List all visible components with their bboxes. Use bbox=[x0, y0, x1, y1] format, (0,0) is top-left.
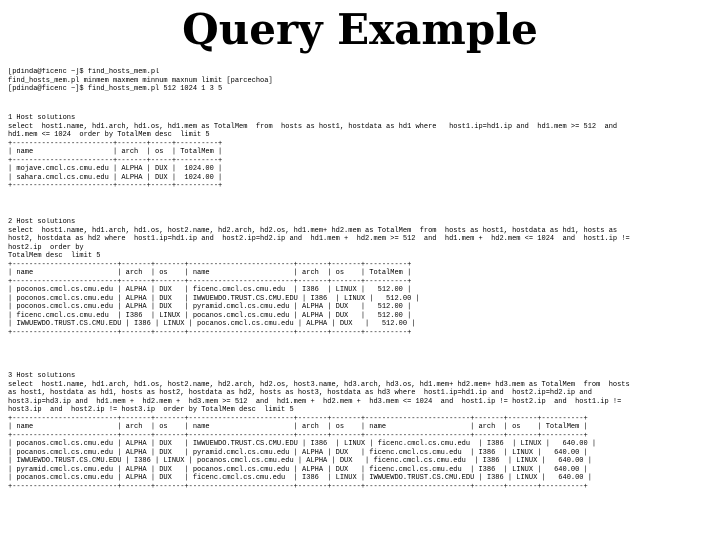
one-host-solution-block: 1 Host solutions select host1.name, hd1.arch, hd1.os, hd1.mem as TotalMem from hosts as host1, hostdata as hd1 where host1.ip=hd1.ip and hd1.mem >= 512 and hd1.mem <= 1024 order by TotalMem desc limit 5 +------------------------+-------+-----+----------+ | name | arch | os | TotalMem | +------------------------+-------+-----+----------+ | mojave.cmcl.cs.cmu.edu | ALPHA | DUX | 1024.00 | | sahara.cmcl.cs.cmu.edu | ALPHA | DUX | 1024.00 | +------------------------+-------+-----+----------+ bbox=[8, 114, 618, 190]
console-commands: [pdinda@ficenc ~]$ find_hosts_mem.pl find_hosts_mem.pl minmem maxmem minnum maxnum limit [parcechoa] [pdinda@ficenc ~]$ find_hosts_mem.pl 512 1024 1 3 5 bbox=[8, 68, 273, 93]
three-host-solution-block: 3 Host solutions select host1.name, hd1.arch, hd1.os, host2.name, hd2.arch, hd2.os, host3.name, hd3.arch, hd3.os, hd1.mem+ hd2.mem+ hd3.mem as TotalMem from hosts as host1, hostdata as hd1, hosts as host2, hostdata as hd2, hosts as host3, hostdata as hd3 where host1.ip=hd1.ip and host2.ip=hd2.ip and host3.ip=hd3.ip and hd1.mem + hd2.mem + hd3.mem >= 512 and hd1.mem + hd2.mem + hd3.mem <= 1024 and host1.ip != host2.ip and host1.ip != host3.ip and host2.ip != host3.ip order by TotalMem desc limit 5 +-------------------------+-------+-------+-------------------------+-------+-------+-------------------------+-------+-------+----------+ | name | arch | os | name | arch | os | name | arch | os | TotalMem | +-------------------------+-------+-------+-------------------------+-------+-------+-------------------------+-------+-------+----------+ | pocanos.cmcl.cs.cmu.edu | ALPHA | DUX | IWWUEWDO.TRUST.CS.CMU.EDU | I386 | LINUX | ficenc.cmcl.cs.cmu.edu | I386 | LINUX | 640.00 | | pocanos.cmcl.cs.cmu.edu | ALPHA | DUX | pyramid.cmcl.cs.cmu.edu | ALPHA | DUX | ficenc.cmcl.cs.cmu.edu | I386 | LINUX | 640.00 | | IWWUEWDO.TRUST.CS.CMU.EDU | I386 | LINUX | pocanos.cmcl.cs.cmu.edu | ALPHA | DUX | ficenc.cmcl.cs.cmu.edu | I386 | LINUX | 640.00 | | pyramid.cmcl.cs.cmu.edu | ALPHA | DUX | pocanos.cmcl.cs.cmu.edu | ALPHA | DUX | ficenc.cmcl.cs.cmu.edu | I386 | LINUX | 640.00 | | pocanos.cmcl.cs.cmu.edu | ALPHA | DUX | ficenc.cmcl.cs.cmu.edu | I386 | LINUX | IWWUEWDO.TRUST.CS.CMU.EDU | I386 | LINUX | 640.00 | +-------------------------+-------+-------+-------------------------+-------+-------+-------------------------+-------+-------+----------+ bbox=[8, 372, 630, 491]
two-host-solution-block: 2 Host solutions select host1.name, hd1.arch, hd1.os, host2.name, hd2.arch, hd2.os, hd1.mem+ hd2.mem as TotalMem from hosts as host1, hostdata as hd1, hosts as host2, hostdata as hd2 where host1.ip=hd1.ip and host2.ip=hd2.ip and hd1.mem + hd2.mem >= 512 and hd1.mem + hd2.mem <= 1024 and host1.ip != host2.ip order by TotalMem desc limit 5 +-------------------------+-------+-------+-------------------------+-------+-------+----------+ | name | arch | os | name | arch | os | TotalMem | +-------------------------+-------+-------+-------------------------+-------+-------+----------+ | poconos.cmcl.cs.cmu.edu | ALPHA | DUX | ficenc.cmcl.cs.cmu.edu | I386 | LINUX | 512.00 | | poconos.cmcl.cs.cmu.edu | ALPHA | DUX | IWWUEWDO.TRUST.CS.CMU.EDU | I386 | LINUX | 512.00 | | poconos.cmcl.cs.cmu.edu | ALPHA | DUX | pyramid.cmcl.cs.cmu.edu | ALPHA | DUX | 512.00 | | ficenc.cmcl.cs.cmu.edu | I386 | LINUX | pocanos.cmcl.cs.cmu.edu | ALPHA | DUX | 512.00 | | IWWUEWDO.TRUST.CS.CMU.EDU | I386 | LINUX | pocanos.cmcl.cs.cmu.edu | ALPHA | DUX | 512.00 | +-------------------------+-------+-------+-------------------------+-------+-------+----------+ bbox=[8, 218, 630, 337]
slide-title: Query Example bbox=[182, 5, 538, 54]
